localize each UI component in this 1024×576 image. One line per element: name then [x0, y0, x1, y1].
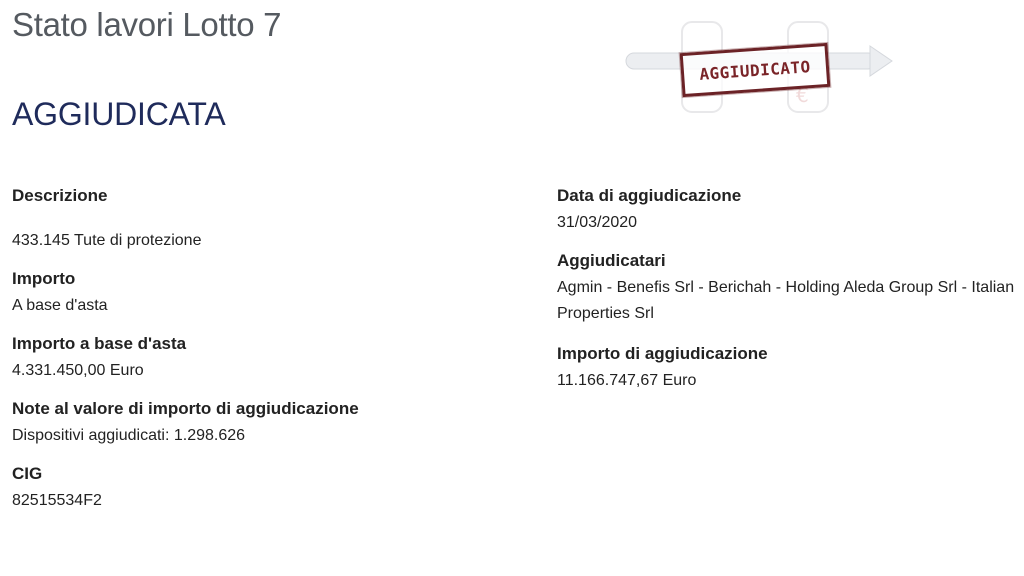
descrizione-value: 433.145 Tute di protezione — [12, 232, 202, 249]
data-aggiudicazione-value: 31/03/2020 — [557, 214, 638, 231]
aggiudicatari-value: Agmin - Benefis Srl - Berichah - Holding Aleda Group Srl - Italian Properties Srl — [557, 279, 1015, 322]
cig-value: 82515534F2 — [12, 492, 102, 509]
data-aggiudicazione-label: Data di aggiudicazione — [557, 186, 742, 205]
importo-aggiudicazione-value: 11.166.747,67 Euro — [557, 372, 697, 389]
descrizione-label: Descrizione — [12, 186, 108, 205]
note-label: Note al valore di importo di aggiudicazione — [12, 399, 359, 418]
importo-label: Importo — [12, 269, 76, 288]
note-value: Dispositivi aggiudicati: 1.298.626 — [12, 427, 246, 444]
svg-text:€: € — [796, 83, 809, 107]
page-title: Stato lavori Lotto 7 — [12, 6, 282, 43]
importo-aggiudicazione-label: Importo di aggiudicazione — [557, 344, 768, 363]
importo-base-asta-label: Importo a base d'asta — [12, 334, 187, 353]
stamp-label: AGGIUDICATO — [698, 56, 812, 84]
importo-base-asta-value: 4.331.450,00 Euro — [12, 362, 144, 379]
importo-value: A base d'asta — [12, 297, 108, 314]
status-heading: AGGIUDICATA — [12, 96, 226, 132]
cig-label: CIG — [12, 464, 43, 483]
aggiudicatari-label: Aggiudicatari — [557, 251, 666, 270]
